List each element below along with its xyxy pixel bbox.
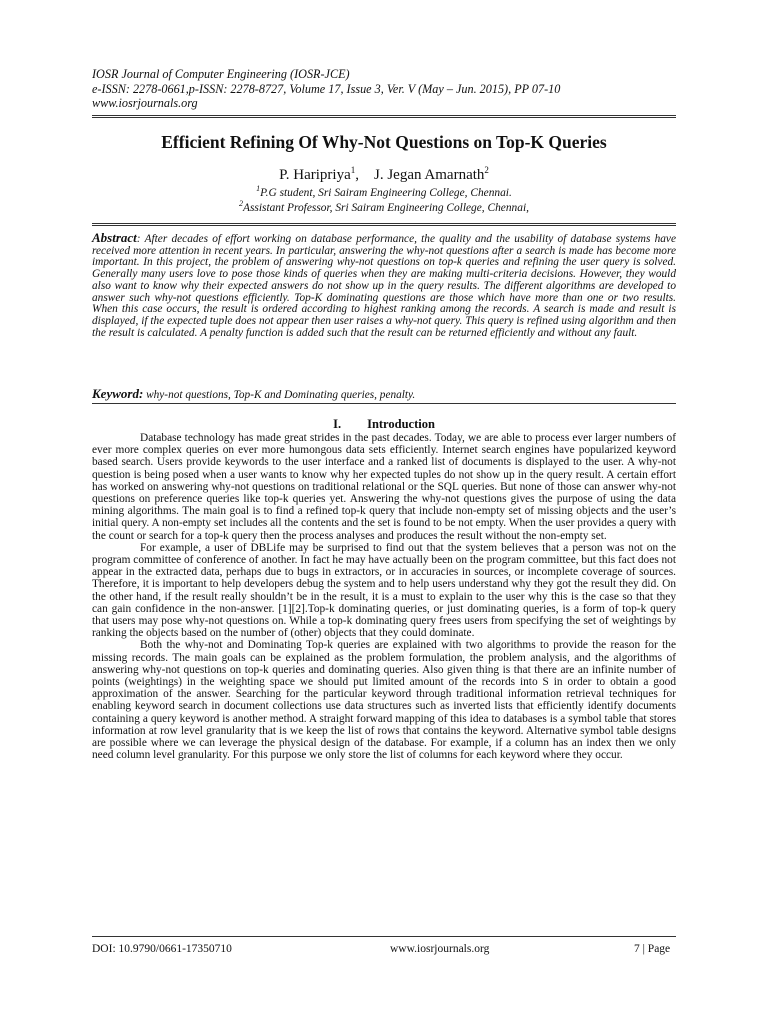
author-name: J. Jegan Amarnath [374,167,485,183]
affiliation-text: P.G student, Sri Sairam Engineering College, Chennai. [260,187,512,199]
journal-url: www.iosrjournals.org [92,96,198,111]
section-heading [92,417,676,431]
abstract-rule-second [92,225,676,226]
affiliation [92,186,676,200]
author-name: P. Haripriya [279,167,351,183]
abstract-rule [92,223,676,224]
footer-rule [92,936,676,937]
section-title: Introduction [367,417,435,431]
section-number: I. [333,417,342,431]
author-list: P. Haripriya$^1$, J. Jegan Amarnath$^2$ [279,165,489,183]
author-affiliation-mark: 1 [350,165,356,175]
affiliation-mark: 1 [256,184,261,193]
body-text [92,432,676,761]
journal-header [92,67,692,111]
footer-doi: DOI: 10.9790/0661-17350710 [92,943,232,955]
keywords-text: why-not questions, Top-K and Dominating queries, penalty. [146,389,416,401]
journal-name: IOSR Journal of Computer Engineering (IOSR-JCE) [92,67,350,81]
abstract [92,232,676,339]
paragraph: For example, a user of DBLife may be surprised to find out that the system believes that a person was not on the program committee of conference of another. In fact he may have actually been on the program committee, but this fact does not appear in the extracted data, perhaps due to bugs in extractors, or in accuracies in sources, or incomplete coverage of sources. Therefore, it is important to help developers debug the system and to help users understand why they got the result they did. On the other hand, if the result really shouldn’t be in the result, it is a must to explain to the user why this is the case so that they can gain confidence in the non-answer. [1][2].Top-k dominating queries, or just dominating queries, is a form of top-k query that users may pose why-not questions on. While a top-k dominating query frees users from specifying the set of weightings by ranking the objects based on the number of (other) objects that they could dominate. [92,541,676,640]
author-affiliation-mark: 2 [484,165,489,175]
paragraph: Database technology has made great strides in the past decades. Today, we are able to process ever larger numbers of ever more complex queries on ever more humongous data sets efficiently. Internet search engines have popularized keyword based search. Users provide keywords to the user interface and a ranked list of documents is displayed to the user. A why-not question is being posed when a user wants to know why her expected tuples do not show up in the query result. A certain effort has worked on answering why-not questions on traditional relational or the SQL queries. But none of those can answer why-not questions on preference queries like top-k queries yet. Answering the why-not questions gives the purpose of using the data mining algorithms. The main goal is to find a refined top-k query that include non-empty set of missing objects and the user’s initial query. A non-empty set includes all the contents and the set is found to be not empty. When the user provides a query with the count or search for a top-k query then the process analyses and produces the result without the non-empty set. [92,432,676,542]
keywords [92,387,676,402]
keywords-rule [92,403,676,404]
affiliation [92,201,676,215]
header-rule-second [92,117,676,118]
affiliation-mark: 2 [239,199,244,208]
page-number: 7 | Page [634,943,671,955]
header-rule [92,115,676,116]
footer-url: www.iosrjournals.org [390,943,490,955]
paragraph: Both the why-not and Dominating Top-k queries are explained with two algorithms to provide the reason for the missing records. The main goals can be explained as the problem formulation, the problem analysis, and the algorithms of answering why-not questions on top-k queries and dominating queries. Also given thing is that there are an infinite number of points (weightings) in the weighting space we should put limited amount of the records into S in order to obtain a good approximation of the answer. Searching for the particular keyword through traditional information retrieval techniques for enabling keyword search in document collections use data structures such as inverted lists that efficiently identify documents containing a query keyword is another method. A straight forward mapping of this idea to databases is a symbol table that stores information at row level granularity that is we keep the list of rows that contains the keyword. Alternative symbol table designs are possible where we can leverage the physical design of the database. For example, if a column has an index then we only need column level granularity. For this purpose we only store the list of columns for each keyword where they occur. [92,639,676,762]
paper-title: Efficient Refining Of Why-Not Questions on Top-K Queries [161,132,607,152]
abstract-text: : After decades of effort working on database performance, the quality and the usability of database systems have received more attention in recent years. In particular, answering the why-not questions after a search is made has become more important. In this project, the problem of answering why-not questions on top-k queries and refining the user query is solved. Generally many users love to pose those kinds of queries when they are making multi-criteria decisions. However, they would also want to know why their expected answers do not show up in the query results. The different algorithms are developed to answer such why-not questions efficiently. Top-K dominating questions are those which have more than one or two results. When this case occurs, the result is ordered according to highest ranking among the records. A search is made and result is displayed, if the expected tuple does not appear then user raises a why-not query. This query is refined using algorithm and then the result is calculated. A penalty function is added such that the result can be returned efficiently and without any fault. [92,233,676,339]
abstract-label: Abstract [92,230,137,245]
keywords-label: Keyword: [92,386,144,401]
affiliation-text: Assistant Professor, Sri Sairam Engineering College, Chennai, [243,202,529,214]
journal-issn: e-ISSN: 2278-0661,p-ISSN: 2278-8727, Volume 17, Issue 3, Ver. V (May – Jun. 2015), PP 07-10 [92,81,561,96]
